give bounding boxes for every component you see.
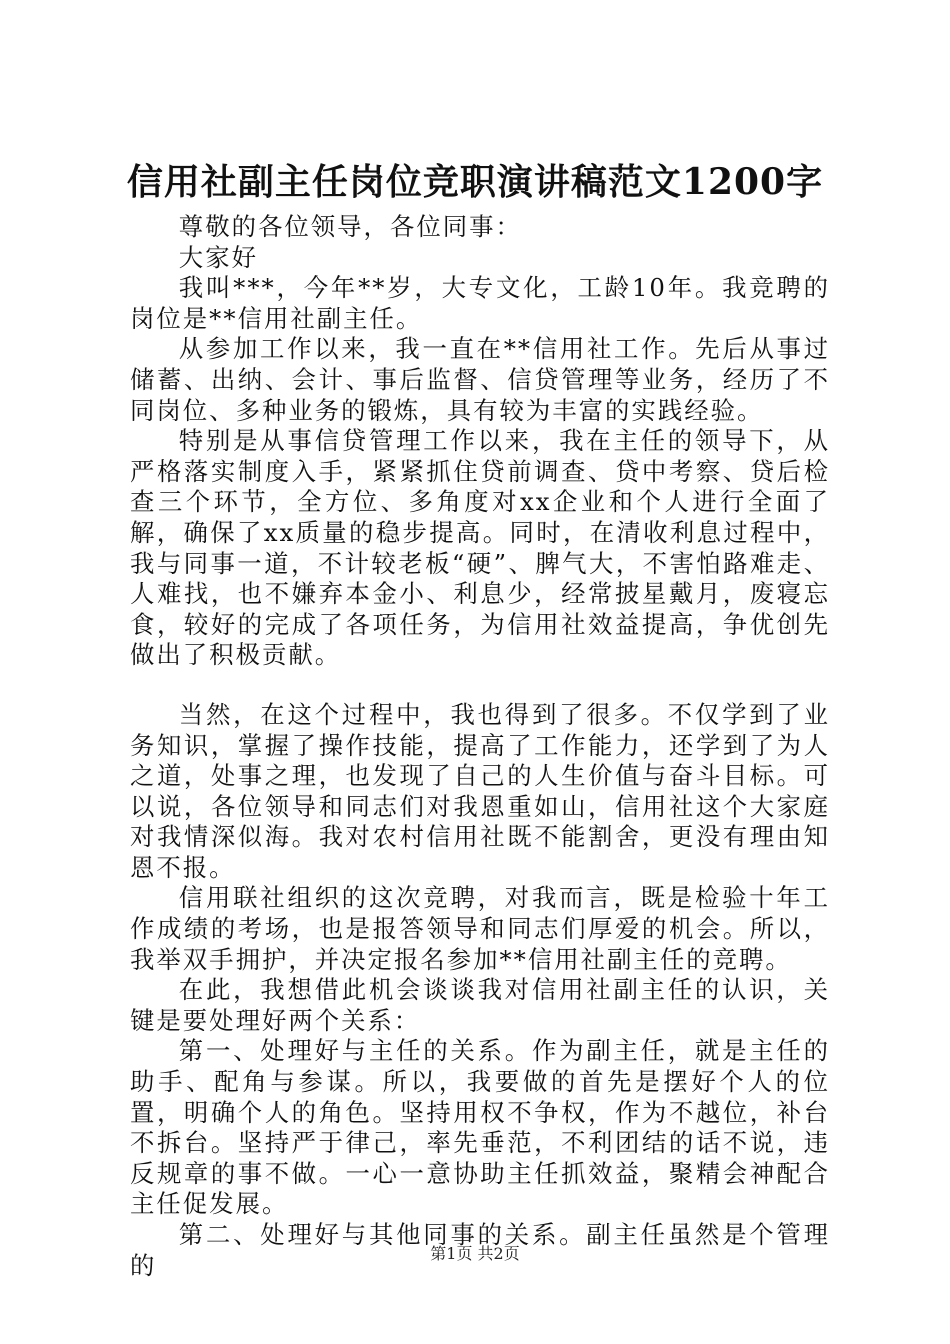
paragraph-competition: 信用联社组织的这次竞聘，对我而言，既是检验十年工作成绩的考场，也是报答领导和同志们厚爱的机会。所以，我举双手拥护，并决定报名参加**信用社副主任的竞聘。: [130, 883, 830, 974]
paragraph-gains: 当然，在这个过程中，我也得到了很多。不仅学到了业务知识，掌握了操作技能，提高了工作能力，还学到了为人之道，处事之理，也发现了自己的人生价值与奋斗目标。可以说，各位领导和同志们对我恩重如山，信用社这个大家庭对我情深似海。我对农村信用社既不能割舍，更没有理由知恩不报。: [130, 699, 830, 882]
paragraph-relation-colleagues: 第二、处理好与其他同事的关系。副主任虽然是个管理的: [130, 1220, 830, 1280]
paragraph-salutation: 尊敬的各位领导，各位同事：: [178, 212, 522, 241]
page-number-footer: 第1页 共2页: [430, 1244, 520, 1263]
paragraph-relation-director: 第一、处理好与主任的关系。作为副主任，就是主任的助手、配角与参谋。所以，我要做的首先是摆好个人的位置，明确个人的角色。坚持用权不争权，作为不越位，补台不拆台。坚持严于律己，率先垂范，不利团结的话不说，违反规章的事不做。一心一意协助主任抓效益，聚精会神配合主任促发展。: [130, 1036, 830, 1219]
document-title: 信用社副主任岗位竞职演讲稿范文1200字: [126, 161, 824, 203]
paragraph-understanding: 在此，我想借此机会谈谈我对信用社副主任的认识，关键是要处理好两个关系：: [130, 975, 830, 1035]
paragraph-credit-management: 特别是从事信贷管理工作以来，我在主任的领导下，从严格落实制度入手，紧紧抓住贷前调查、贷中考察、贷后检查三个环节，全方位、多角度对xx企业和个人进行全面了解，确保了xx质量的稳步提高。同时，在清收利息过程中，我与同事一道，不计较老板“硬”、脾气大，不害怕路难走、人难找，也不嫌弃本金小、利息少，经常披星戴月，废寝忘食，较好的完成了各项任务，为信用社效益提高，争优创先做出了积极贡献。: [130, 426, 830, 670]
paragraph-greeting: 大家好: [178, 242, 258, 272]
paragraph-experience: 从参加工作以来，我一直在**信用社工作。先后从事过储蓄、出纳、会计、事后监督、信贷管理等业务，经历了不同岗位、多种业务的锻炼，具有较为丰富的实践经验。: [130, 334, 830, 425]
document-body: [130, 212, 830, 1281]
paragraph-intro: 我叫***，今年**岁，大专文化，工龄10年。我竞聘的岗位是**信用社副主任。: [130, 273, 830, 333]
